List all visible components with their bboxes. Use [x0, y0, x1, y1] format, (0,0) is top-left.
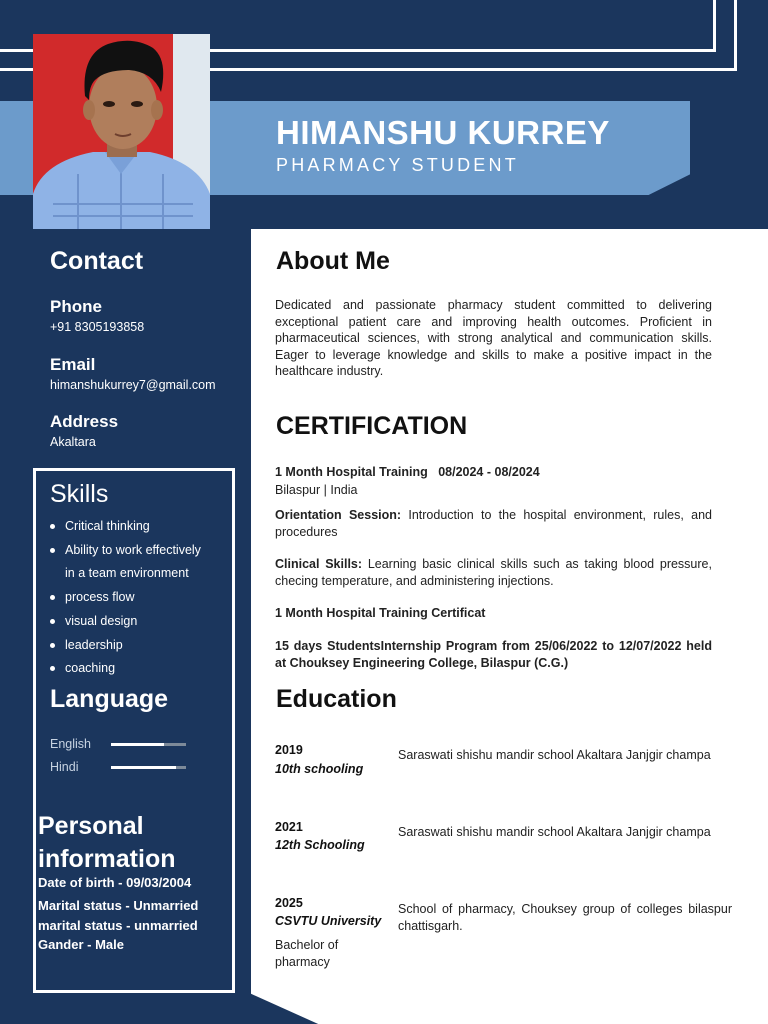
- education-degree: CSVTU University: [275, 914, 382, 928]
- education-degree: 12th Schooling: [275, 838, 365, 852]
- language-english-level: [111, 743, 164, 746]
- address-value: Akaltara: [50, 435, 96, 449]
- certification-heading: CERTIFICATION: [276, 412, 468, 440]
- education-extra: Bachelor of pharmacy: [275, 938, 339, 969]
- phone-label: Phone: [50, 297, 102, 316]
- internship-text: 15 days StudentsInternship Program from 25/06/2022 to 12/07/2022 held at Chouksey Engineering College, Bilaspur (C.G.): [275, 639, 712, 670]
- education-description: School of pharmacy, Chouksey group of colleges bilaspur chattisgarh.: [398, 902, 732, 933]
- personal-heading-line1: Personal: [38, 812, 144, 840]
- education-year: 2025: [275, 896, 303, 910]
- skill-item: process flow: [49, 586, 201, 610]
- decorative-line: [713, 0, 716, 52]
- contact-heading: Contact: [50, 247, 144, 275]
- education-description: Saraswati shishu mandir school Akaltara Janjgir champa: [398, 748, 711, 762]
- skills-list: [49, 515, 201, 681]
- personal-heading-line2: information: [38, 845, 176, 873]
- training-dates: 08/2024 - 08/2024: [438, 465, 540, 479]
- language-english-label: English: [50, 737, 91, 751]
- clinical-label: Clinical Skills:: [275, 557, 363, 571]
- education-heading: Education: [276, 685, 397, 713]
- orientation-label: Orientation Session:: [275, 508, 402, 522]
- training-location: Bilaspur | India: [275, 483, 358, 497]
- resume-role: PHARMACY STUDENT: [276, 155, 519, 175]
- language-heading: Language: [50, 685, 169, 713]
- decorative-line: [734, 0, 737, 71]
- language-hindi-level: [111, 766, 176, 769]
- clinical-text: Learning basic clinical skills such as taking blood pressure, checing temperature, and administering injections.: [275, 557, 712, 588]
- skill-item: visual design: [49, 610, 201, 634]
- orientation-session: [275, 507, 712, 540]
- skill-item: leadership: [49, 634, 201, 658]
- resume-name: HIMANSHU KURREY: [276, 114, 610, 151]
- email-value: himanshukurrey7@gmail.com: [50, 378, 216, 392]
- address-label: Address: [50, 412, 119, 431]
- marital-status-text-2: marital status - unmarried: [38, 918, 198, 933]
- about-heading: About Me: [276, 247, 390, 275]
- education-description: Saraswati shishu mandir school Akaltara Janjgir champa: [398, 825, 711, 839]
- phone-value: +91 8305193858: [50, 320, 145, 334]
- skill-item-continued: in a team environment: [65, 566, 189, 581]
- language-hindi-label: Hindi: [50, 760, 79, 774]
- email-label: Email: [50, 355, 96, 374]
- skills-heading: Skills: [50, 480, 109, 508]
- education-degree: 10th schooling: [275, 762, 364, 776]
- personal-heading: [38, 810, 176, 876]
- language-english-bar: [111, 743, 186, 746]
- language-hindi-bar: [111, 766, 186, 769]
- about-text: Dedicated and passionate pharmacy student committed to delivering exceptional patient care and improving health outcomes. Proficient in pharmaceutical sciences, with strong analytical and communication skills. Eager to leverage knowledge and skills to make a positive impact in the healthcare industry.: [275, 298, 712, 378]
- skill-item: Critical thinking: [49, 515, 201, 539]
- marital-status-text: Marital status - Unmarried: [38, 898, 199, 913]
- education-year: 2019: [275, 743, 303, 757]
- skill-item: Ability to work effectively: [49, 539, 201, 563]
- certificate-text: 1 Month Hospital Training Certificat: [275, 606, 486, 620]
- dob-text: Date of birth - 09/03/2004: [38, 875, 192, 890]
- skill-item: coaching: [49, 657, 201, 681]
- orientation-text: Introduction to the hospital environment, rules, and procedures: [275, 508, 712, 539]
- education-year: 2021: [275, 820, 303, 834]
- clinical-skills: [275, 556, 712, 589]
- training-title: [275, 464, 712, 481]
- training-title-text: 1 Month Hospital Training: [275, 465, 428, 479]
- profile-photo: [33, 34, 210, 229]
- gender-text: Gander - Male: [38, 937, 124, 952]
